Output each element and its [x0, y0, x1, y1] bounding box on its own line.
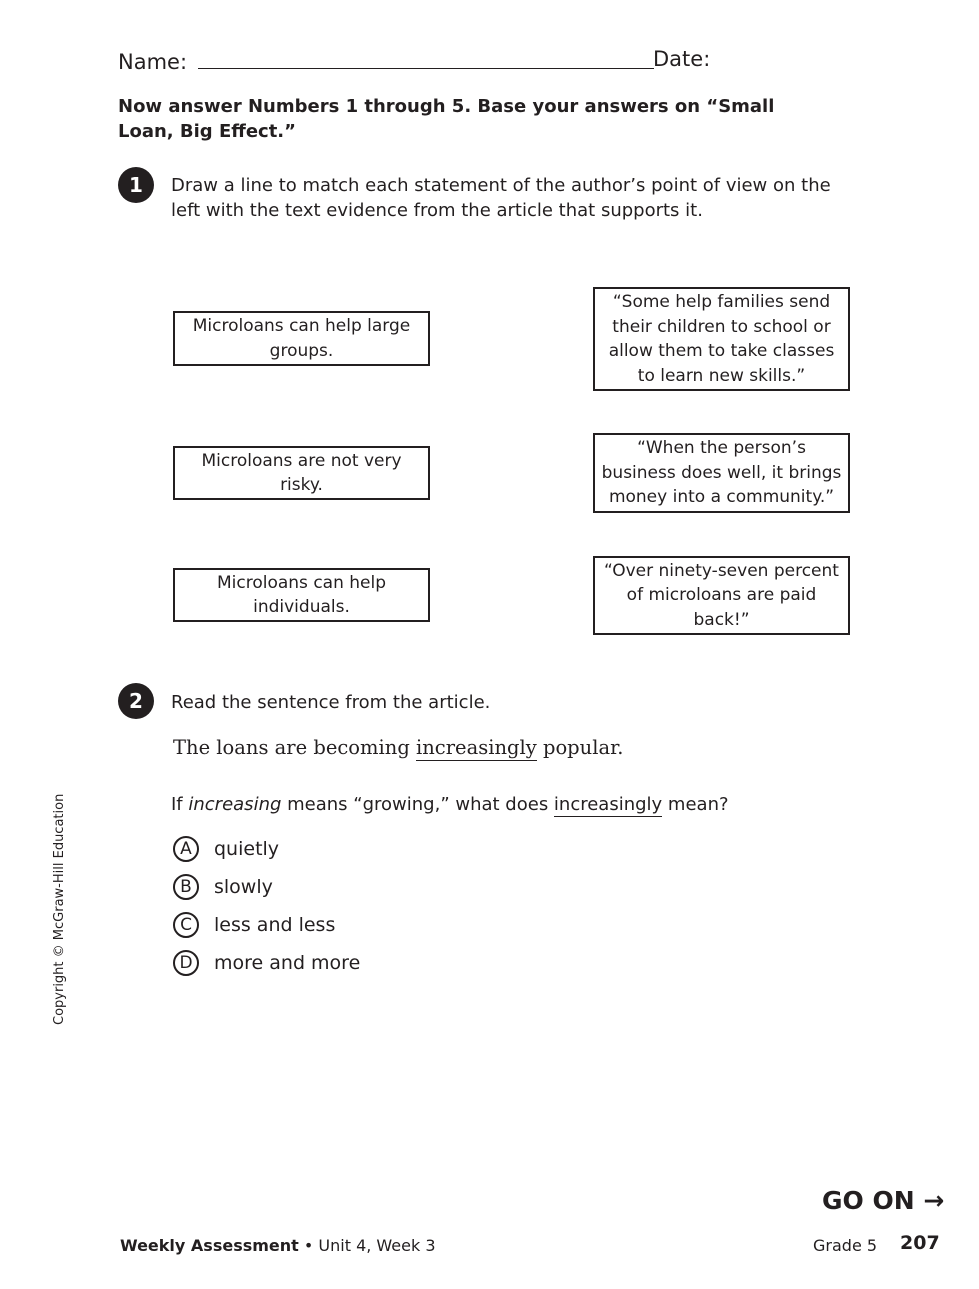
statement-box-2[interactable] — [173, 446, 430, 500]
stem-middle: means “growing,” what does — [281, 794, 554, 815]
statement-text: Microloans are not very risky. — [201, 450, 402, 495]
stem-underlined-word: increasingly — [553, 794, 663, 815]
question-1-number: 1 — [118, 167, 154, 203]
option-a[interactable] — [173, 834, 279, 864]
question-2-stem — [171, 792, 729, 817]
stem-if: If — [171, 794, 189, 815]
option-text: quietly — [214, 838, 280, 860]
option-c[interactable] — [173, 910, 335, 940]
footer-assessment-title: Weekly Assessment — [120, 1236, 299, 1255]
question-2-prompt: Read the sentence from the article. — [171, 692, 491, 713]
evidence-box-1[interactable] — [593, 287, 850, 391]
statement-text: Microloans can help large groups. — [192, 316, 411, 361]
statement-box-3[interactable] — [173, 568, 430, 622]
name-field-row — [118, 44, 654, 77]
statement-box-1[interactable] — [173, 311, 430, 366]
quote-after: popular. — [536, 736, 624, 759]
name-label: Name: — [118, 50, 188, 74]
answer-bubble-a[interactable]: A — [173, 836, 199, 862]
date-field-row — [653, 44, 714, 74]
go-on-text: GO ON — [822, 1186, 915, 1215]
footer-assessment — [120, 1235, 436, 1257]
quote-underlined-word: increasingly — [416, 736, 537, 759]
option-text: more and more — [214, 952, 361, 974]
answer-bubble-d[interactable]: D — [173, 950, 199, 976]
copyright-notice: Copyright © McGraw-Hill Education — [52, 793, 67, 1025]
name-blank[interactable] — [198, 44, 654, 69]
footer-unit-week: • Unit 4, Week 3 — [298, 1236, 436, 1255]
date-label: Date: — [653, 47, 711, 71]
stem-end: mean? — [662, 794, 729, 815]
footer-grade: Grade 5 — [813, 1236, 878, 1255]
option-text: slowly — [214, 876, 273, 898]
arrow-right-icon: → — [923, 1186, 945, 1215]
question-1-prompt: Draw a line to match each statement of the author’s point of view on the left with the text evidence from the article that supports it. — [171, 175, 831, 221]
answer-bubble-b[interactable]: B — [173, 874, 199, 900]
evidence-text: “Over ninety-seven percent of microloans are paid back!” — [604, 560, 839, 630]
option-d[interactable] — [173, 948, 360, 978]
evidence-text: “Some help families send their children to school or allow them to take classes to learn new skills.” — [608, 292, 835, 386]
article-quote — [173, 736, 623, 759]
option-text: less and less — [214, 914, 336, 936]
question-2-number: 2 — [118, 683, 154, 719]
instructions-heading: Now answer Numbers 1 through 5. Base your answers on “Small Loan, Big Effect.” — [118, 96, 775, 142]
statement-text: Microloans can help individuals. — [216, 572, 387, 617]
answer-bubble-c[interactable]: C — [173, 912, 199, 938]
quote-before: The loans are becoming — [173, 736, 417, 759]
option-b[interactable] — [173, 872, 273, 902]
evidence-text: “When the person’s business does well, it brings money into a community.” — [601, 438, 842, 508]
evidence-box-2[interactable] — [593, 433, 850, 513]
page-number: 207 — [900, 1232, 940, 1254]
stem-term: increasing — [188, 794, 282, 815]
evidence-box-3[interactable] — [593, 556, 850, 635]
go-on-label — [822, 1186, 944, 1215]
